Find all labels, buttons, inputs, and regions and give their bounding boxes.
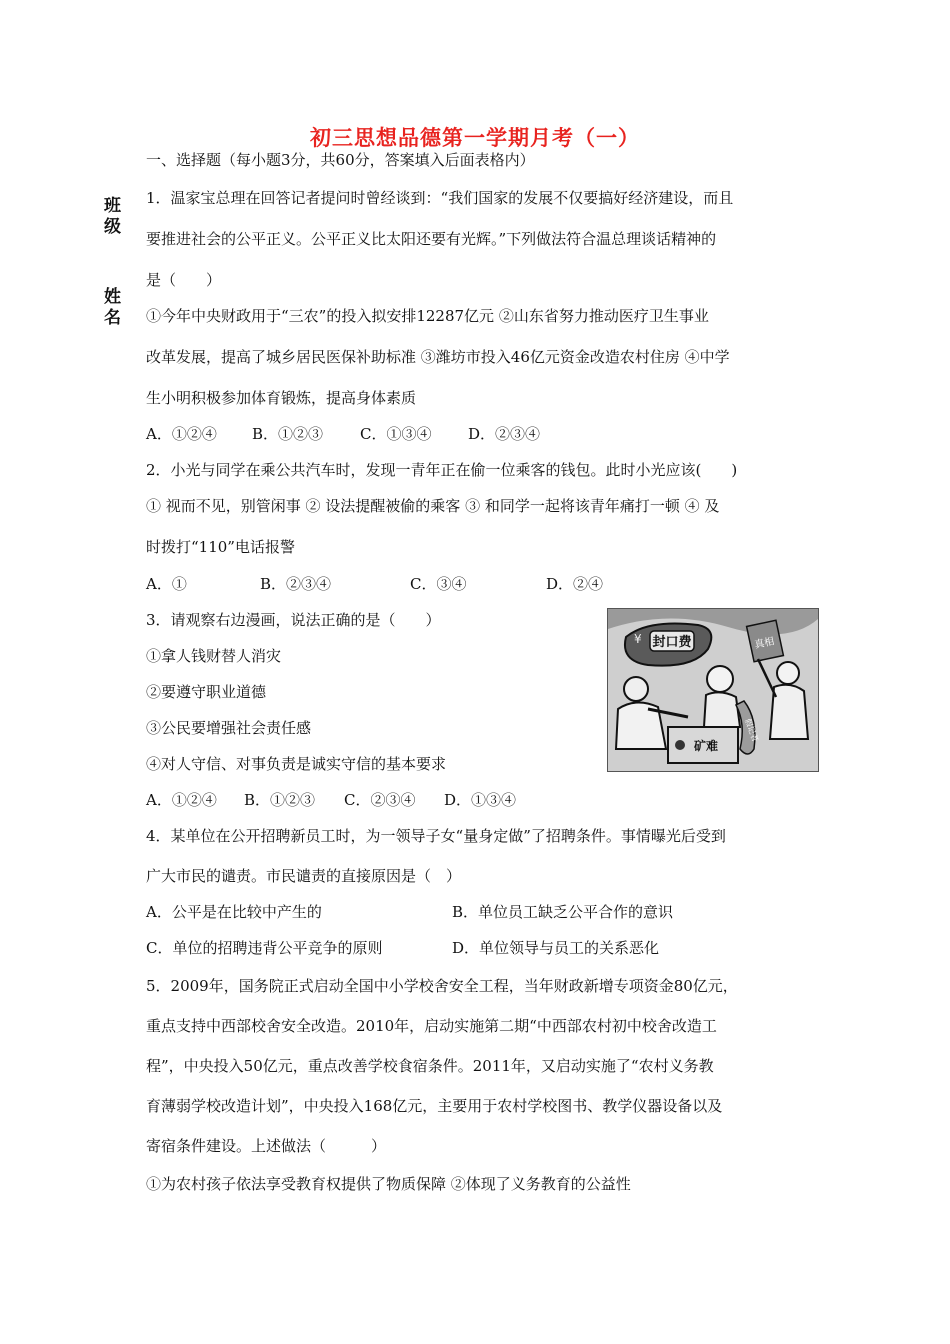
question-3-option-a: A．①②④	[146, 791, 217, 809]
cartoon-cloth-text: 假记者	[743, 717, 760, 743]
name-label-char: 名	[104, 308, 121, 328]
question-4-option-a: A．公平是在比较中产生的	[146, 903, 322, 921]
class-label-char: 级	[104, 217, 121, 237]
question-3-statement: ①拿人钱财替人消灾	[146, 647, 282, 665]
question-3-statement: ④对人守信、对事负责是诚实守信的基本要求	[146, 755, 447, 773]
class-label	[104, 196, 124, 238]
question-5-statement: ①为农村孩子依法享受教育权提供了物质保障 ②体现了义务教育的公益性	[146, 1175, 631, 1193]
name-label-char: 姓	[104, 287, 121, 307]
name-label	[104, 287, 124, 329]
class-label-char: 班	[104, 196, 121, 216]
svg-text:¥: ¥	[634, 632, 642, 646]
question-3-statement: ③公民要增强社会责任感	[146, 719, 312, 737]
question-5-line: 重点支持中西部校舍安全改造。2010年，启动实施第二期“中西部农村初中校舍改造工	[146, 1017, 717, 1035]
question-5-line: 5．2009年，国务院正式启动全国中小学校舍安全工程，当年财政新增专项资金80亿元，	[146, 977, 738, 995]
question-2-line: 2．小光与同学在乘公共汽车时，发现一青年正在偷一位乘客的钱包。此时小光应该( )	[146, 461, 738, 479]
page-title: 初三思想品德第一学期月考（一）	[310, 125, 640, 150]
question-4-option-b: B．单位员工缺乏公平合作的意识	[452, 903, 674, 921]
question-2-line: 时拨打“110”电话报警	[146, 538, 295, 556]
question-4-line: 4．某单位在公开招聘新员工时，为一领导子女“量身定做”了招聘条件。事情曝光后受到	[146, 827, 726, 845]
question-1-option-a: A．①②④	[146, 425, 217, 443]
question-5-line: 育薄弱学校改造计划”，中央投入168亿元，主要用于农村学校图书、教学仪器设备以及	[146, 1097, 723, 1115]
question-3-line: 3．请观察右边漫画，说法正确的是（ ）	[146, 611, 441, 629]
question-1-line: 生小明积极参加体育锻炼，提高身体素质	[146, 389, 417, 407]
cartoon-image	[607, 608, 819, 772]
question-1-line: 改革发展，提高了城乡居民医保补助标准 ③潍坊市投入46亿元资金改造农村住房 ④中学	[146, 348, 730, 366]
question-1-line: 1．温家宝总理在回答记者提问时曾经谈到：“我们国家的发展不仅要搞好经济建设，而且	[146, 189, 734, 207]
question-1-option-d: D．②③④	[468, 425, 541, 443]
question-2-option-d: D．②④	[546, 575, 604, 593]
question-2-option-b: B．②③④	[260, 575, 332, 593]
question-5-line: 寄宿条件建设。上述做法（ ）	[146, 1137, 387, 1155]
question-3-statement: ②要遵守职业道德	[146, 683, 267, 701]
question-1-line: 是（ ）	[146, 271, 222, 289]
cartoon-box-text: 矿难	[693, 739, 719, 753]
question-2-option-a: A．①	[146, 575, 187, 593]
question-4-line: 广大市民的谴责。市民谴责的直接原因是（ ）	[146, 867, 462, 885]
question-4-option-c: C．单位的招聘违背公平竞争的原则	[146, 939, 383, 957]
question-3-option-d: D．①③④	[444, 791, 517, 809]
question-1-option-c: C．①③④	[360, 425, 432, 443]
question-3-option-c: C．②③④	[344, 791, 416, 809]
question-1-line: ①今年中央财政用于“三农”的投入拟安排12287亿元 ②山东省努力推动医疗卫生事业	[146, 307, 709, 325]
section-heading: 一、选择题（每小题3分，共60分，答案填入后面表格内）	[146, 151, 535, 169]
question-1-option-b: B．①②③	[252, 425, 324, 443]
question-2-option-c: C．③④	[410, 575, 467, 593]
question-4-option-d: D．单位领导与员工的关系恶化	[452, 939, 660, 957]
question-5-line: 程”，中央投入50亿元，重点改善学校食宿条件。2011年，又启动实施了“农村义务教	[146, 1057, 714, 1075]
cartoon-bag-text: 封口费	[652, 635, 692, 650]
question-1-line: 要推进社会的公平正义。公平正义比太阳还要有光辉。”下列做法符合温总理谈话精神的	[146, 230, 717, 248]
cartoon-sign-text: 真相	[753, 636, 776, 652]
question-2-line: ① 视而不见，别管闲事 ② 设法提醒被偷的乘客 ③ 和同学一起将该青年痛打一顿 ④ 及	[146, 497, 720, 515]
question-3-option-b: B．①②③	[244, 791, 316, 809]
